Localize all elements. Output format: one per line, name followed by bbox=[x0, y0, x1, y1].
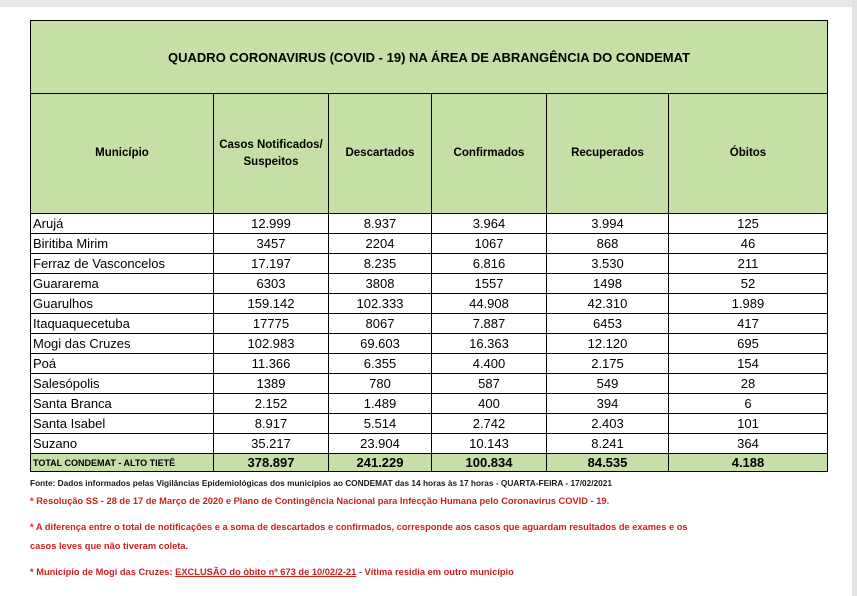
cell-obitos: 417 bbox=[669, 314, 828, 334]
table-row bbox=[31, 354, 828, 374]
note-resolucao: * Resolução SS - 28 de 17 de Março de 2020 e Plano de Contingência Nacional para Infecção Humana pelo Coronavírus COVID - 19. bbox=[30, 496, 610, 506]
cell-descartados: 2204 bbox=[329, 234, 432, 254]
header-row bbox=[31, 94, 828, 214]
cell-obitos: 46 bbox=[669, 234, 828, 254]
cell-descartados: 3808 bbox=[329, 274, 432, 294]
top-edge bbox=[0, 0, 857, 7]
cell-casos: 102.983 bbox=[214, 334, 329, 354]
table-row bbox=[31, 234, 828, 254]
cell-confirmados: 1557 bbox=[432, 274, 547, 294]
cell-recuperados: 394 bbox=[547, 394, 669, 414]
note-mogi-exclusao: EXCLUSÃO do òbito nº 673 de 10/02/2-21 bbox=[175, 567, 357, 577]
cell-obitos: 154 bbox=[669, 354, 828, 374]
cell-obitos: 28 bbox=[669, 374, 828, 394]
cell-confirmados: 587 bbox=[432, 374, 547, 394]
table-row bbox=[31, 294, 828, 314]
note-mogi bbox=[30, 567, 514, 577]
cell-confirmados: 6.816 bbox=[432, 254, 547, 274]
cell-confirmados: 4.400 bbox=[432, 354, 547, 374]
cell-recuperados: 2.403 bbox=[547, 414, 669, 434]
table-row bbox=[31, 314, 828, 334]
table-row bbox=[31, 414, 828, 434]
col-confirmados: Confirmados bbox=[432, 94, 547, 214]
note-mogi-suffix: - Vítima residia em outro município bbox=[356, 567, 514, 577]
cell-recuperados: 12.120 bbox=[547, 334, 669, 354]
cell-descartados: 8.235 bbox=[329, 254, 432, 274]
cell-recuperados: 42.310 bbox=[547, 294, 669, 314]
cell-casos: 6303 bbox=[214, 274, 329, 294]
note-diferenca-line2: casos leves que não tiveram coleta. bbox=[30, 541, 189, 551]
cell-confirmados: 7.887 bbox=[432, 314, 547, 334]
cell-obitos: 125 bbox=[669, 214, 828, 234]
cell-casos: 35.217 bbox=[214, 434, 329, 454]
cell-descartados: 780 bbox=[329, 374, 432, 394]
table-row bbox=[31, 254, 828, 274]
cell-descartados: 1.489 bbox=[329, 394, 432, 414]
cell-casos: 8.917 bbox=[214, 414, 329, 434]
cell-confirmados: 10.143 bbox=[432, 434, 547, 454]
total-cell-municipio: TOTAL CONDEMAT - ALTO TIETÊ bbox=[31, 454, 214, 472]
total-cell-descartados: 241.229 bbox=[329, 454, 432, 472]
table-row bbox=[31, 374, 828, 394]
cell-casos: 1389 bbox=[214, 374, 329, 394]
col-recuperados: Recuperados bbox=[547, 94, 669, 214]
cell-obitos: 1.989 bbox=[669, 294, 828, 314]
total-cell-recuperados: 84.535 bbox=[547, 454, 669, 472]
cell-municipio: Ferraz de Vasconcelos bbox=[31, 254, 214, 274]
source-text: Fonte: Dados informados pelas Vigilâncias Epidemiológicas dos municípios ao CONDEMAT das 14 horas às 17 horas - QUARTA-FEIRA - 17/02/2021 bbox=[30, 478, 613, 488]
cell-casos: 17775 bbox=[214, 314, 329, 334]
cell-recuperados: 3.994 bbox=[547, 214, 669, 234]
cell-recuperados: 6453 bbox=[547, 314, 669, 334]
col-obitos: Óbitos bbox=[669, 94, 828, 214]
cell-municipio: Guarulhos bbox=[31, 294, 214, 314]
cell-descartados: 6.355 bbox=[329, 354, 432, 374]
cell-obitos: 364 bbox=[669, 434, 828, 454]
cell-recuperados: 549 bbox=[547, 374, 669, 394]
col-descartados: Descartados bbox=[329, 94, 432, 214]
right-edge bbox=[852, 0, 857, 596]
note-diferenca-line1: * A diferença entre o total de notificações e a soma de descartados e confirmados, corresponde aos casos que aguardam resultados de exames e os bbox=[30, 522, 688, 532]
cell-recuperados: 8.241 bbox=[547, 434, 669, 454]
total-cell-confirmados: 100.834 bbox=[432, 454, 547, 472]
col-municipio: Município bbox=[31, 94, 214, 214]
table-title: QUADRO CORONAVIRUS (COVID - 19) NA ÁREA DE ABRANGÊNCIA DO CONDEMAT bbox=[31, 21, 828, 94]
cell-municipio: Biritiba Mirim bbox=[31, 234, 214, 254]
total-cell-casos: 378.897 bbox=[214, 454, 329, 472]
cell-casos: 17.197 bbox=[214, 254, 329, 274]
cell-confirmados: 400 bbox=[432, 394, 547, 414]
cell-casos: 3457 bbox=[214, 234, 329, 254]
col-casos-notificados: Casos Notificados/ Suspeitos bbox=[214, 94, 329, 214]
table-row bbox=[31, 214, 828, 234]
total-cell-obitos: 4.188 bbox=[669, 454, 828, 472]
cell-municipio: Poá bbox=[31, 354, 214, 374]
cell-confirmados: 3.964 bbox=[432, 214, 547, 234]
cell-recuperados: 3.530 bbox=[547, 254, 669, 274]
total-row bbox=[31, 454, 828, 472]
note-mogi-prefix: * Município de Mogi das Cruzes: bbox=[30, 567, 176, 577]
cell-descartados: 69.603 bbox=[329, 334, 432, 354]
cell-municipio: Santa Branca bbox=[31, 394, 214, 414]
cell-obitos: 211 bbox=[669, 254, 828, 274]
cell-recuperados: 2.175 bbox=[547, 354, 669, 374]
table-row bbox=[31, 334, 828, 354]
cell-descartados: 8.937 bbox=[329, 214, 432, 234]
table-row bbox=[31, 434, 828, 454]
cell-obitos: 6 bbox=[669, 394, 828, 414]
cell-municipio: Itaquaquecetuba bbox=[31, 314, 214, 334]
cell-municipio: Salesópolis bbox=[31, 374, 214, 394]
cell-obitos: 695 bbox=[669, 334, 828, 354]
cell-casos: 2.152 bbox=[214, 394, 329, 414]
cell-confirmados: 16.363 bbox=[432, 334, 547, 354]
cell-obitos: 52 bbox=[669, 274, 828, 294]
cell-recuperados: 1498 bbox=[547, 274, 669, 294]
table-row bbox=[31, 394, 828, 414]
cell-descartados: 5.514 bbox=[329, 414, 432, 434]
cell-casos: 12.999 bbox=[214, 214, 329, 234]
cell-obitos: 101 bbox=[669, 414, 828, 434]
cell-recuperados: 868 bbox=[547, 234, 669, 254]
covid-table bbox=[30, 20, 828, 472]
cell-casos: 159.142 bbox=[214, 294, 329, 314]
cell-casos: 11.366 bbox=[214, 354, 329, 374]
cell-descartados: 23.904 bbox=[329, 434, 432, 454]
cell-municipio: Suzano bbox=[31, 434, 214, 454]
cell-municipio: Arujá bbox=[31, 214, 214, 234]
cell-descartados: 102.333 bbox=[329, 294, 432, 314]
cell-municipio: Guararema bbox=[31, 274, 214, 294]
cell-municipio: Santa Isabel bbox=[31, 414, 214, 434]
cell-confirmados: 1067 bbox=[432, 234, 547, 254]
cell-municipio: Mogi das Cruzes bbox=[31, 334, 214, 354]
cell-confirmados: 44.908 bbox=[432, 294, 547, 314]
cell-confirmados: 2.742 bbox=[432, 414, 547, 434]
cell-descartados: 8067 bbox=[329, 314, 432, 334]
table-row bbox=[31, 274, 828, 294]
